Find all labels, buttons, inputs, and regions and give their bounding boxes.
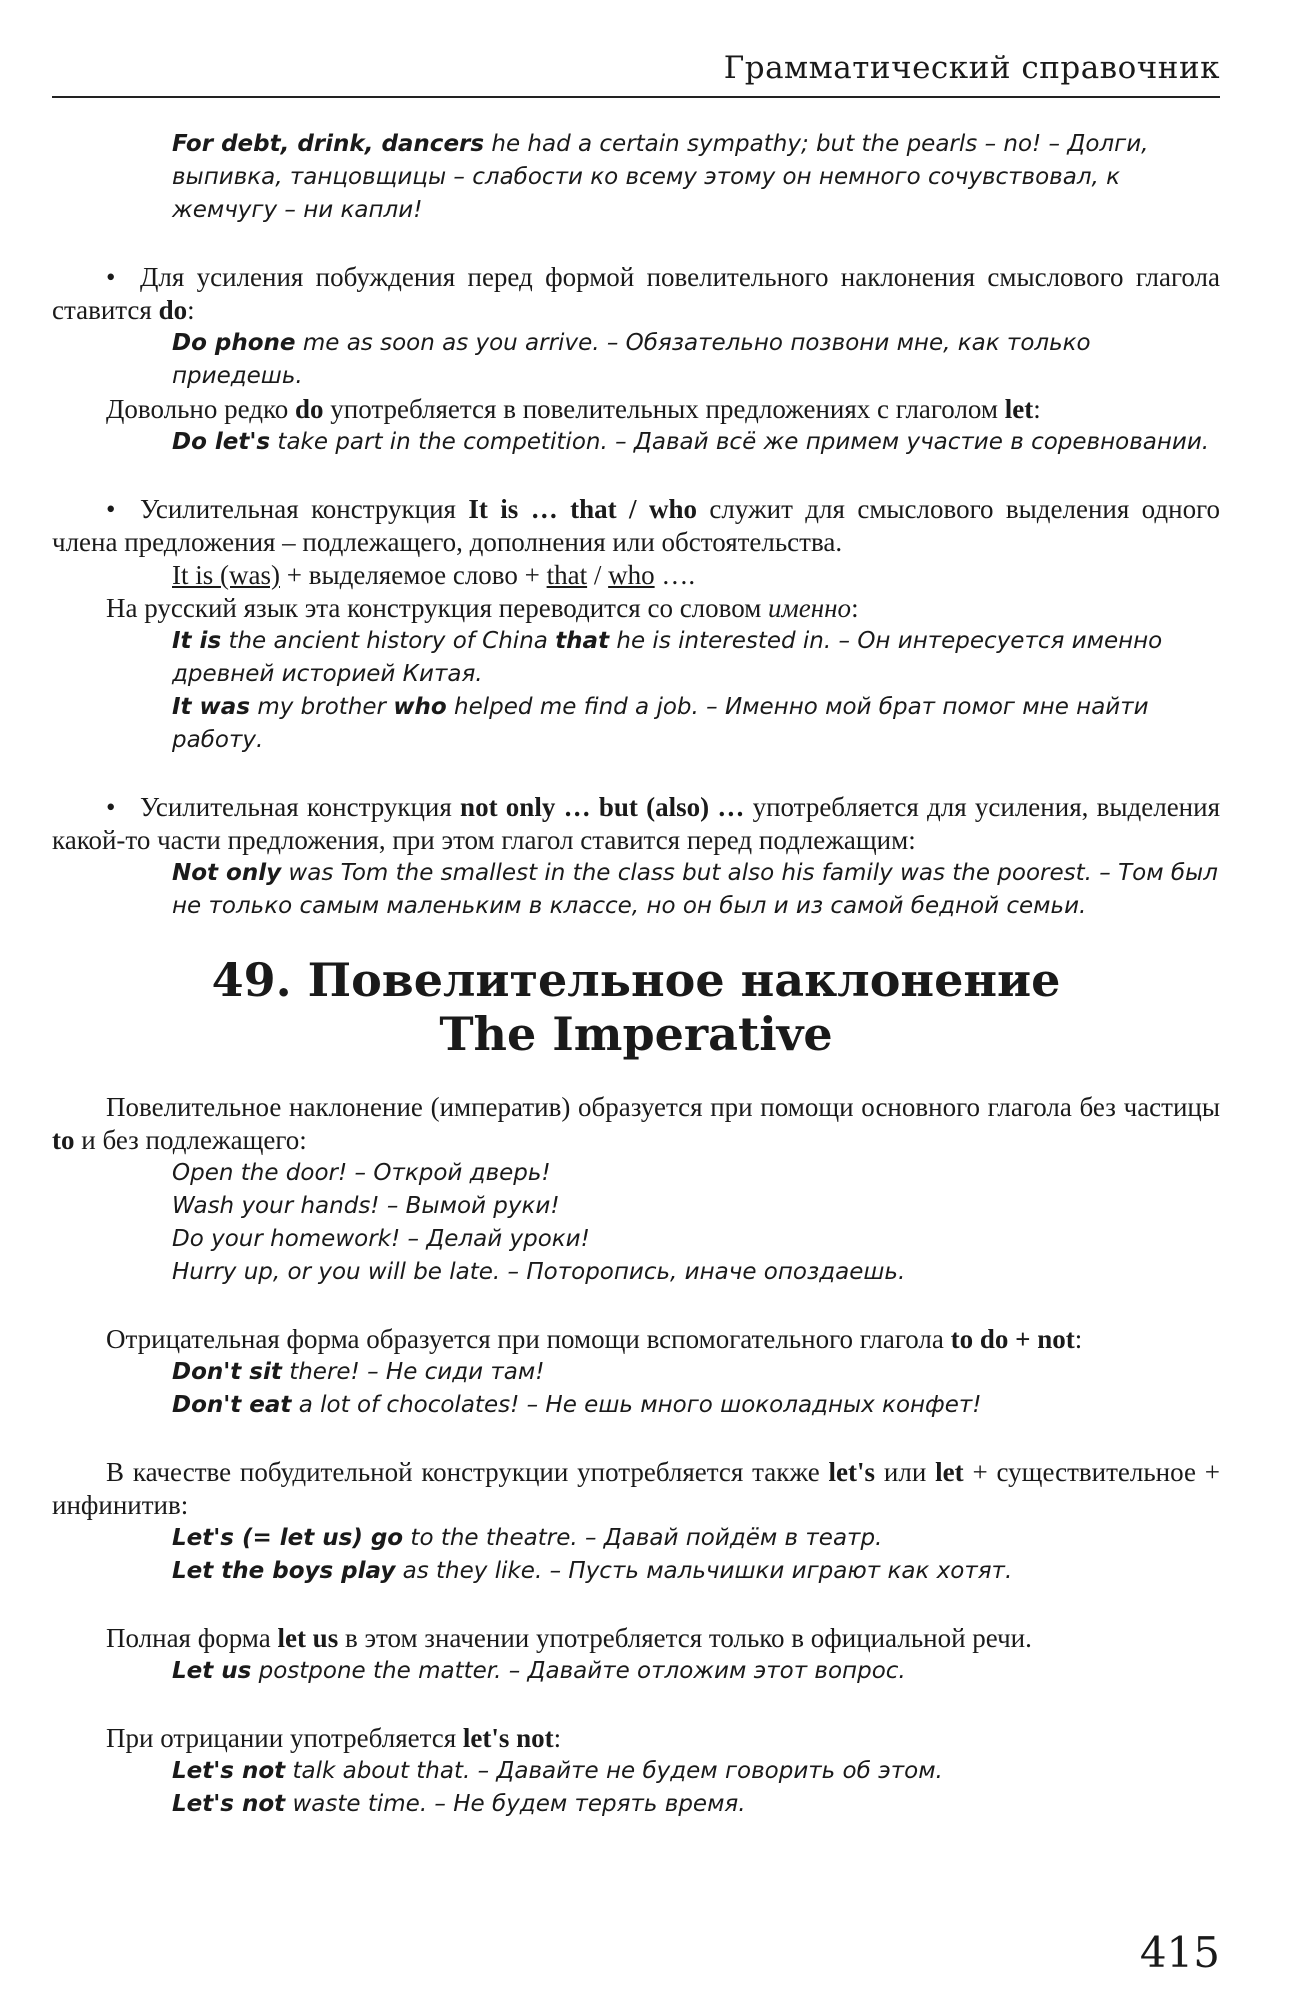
running-head (52, 50, 1220, 98)
lets-not-example-2: Let's not waste time. – Не будем терять время. (172, 1791, 746, 1817)
bullet-icon: • (106, 262, 116, 292)
negative-example-2: Don't eat a lot of chocolates! – Не ешь много шоколадных конфет! (172, 1392, 982, 1418)
running-title: Грамматический справочник (723, 50, 1220, 86)
let-us-example: Let us postpone the matter. – Давайте отложим этот вопрос. (172, 1658, 906, 1684)
do-example-1: Do phone me as soon as you arrive. – Обязательно позвони мне, как только приедешь. (172, 330, 1091, 389)
page-content (52, 128, 1220, 1821)
it-is-translation-note: На русский язык эта конструкция переводится со словом именно: (106, 593, 859, 623)
section-title: 49. Повелительное наклонение The Imperative (211, 953, 1061, 1061)
page-number: 415 (1139, 1928, 1220, 1977)
imperative-paragraph: Повелительное наклонение (императив) образуется при помощи основного глагола без частицы to и без подлежащего: (52, 1092, 1220, 1155)
negative-paragraph: Отрицательная форма образуется при помощи вспомогательного глагола to do + not: (106, 1324, 1083, 1354)
not-only-paragraph: • Усилительная конструкция not only … but (also) … употребляется для усиления, выделения какой-то части предложения, при этом глагол ставится перед подлежащим: (52, 792, 1220, 855)
negative-example-1: Don't sit there! – Не сиди там! (172, 1359, 545, 1385)
it-is-example-1: It is the ancient history of China that he is interested in. – Он интересуется именно древней историей Китая. (172, 628, 1163, 687)
book-page (52, 0, 1220, 2000)
imperative-example: Hurry up, or you will be late. – Поторопись, иначе опоздаешь. (172, 1259, 906, 1285)
bullet-icon: • (106, 792, 116, 822)
do-let-paragraph: Довольно редко do употребляется в повелительных предложениях с глаголом let: (106, 394, 1041, 424)
lets-example-1: Let's (= let us) go to the theatre. – Давай пойдём в театр. (172, 1525, 883, 1551)
imperative-example: Open the door! – Открой дверь! (172, 1160, 551, 1186)
imperative-example: Do your homework! – Делай уроки! (172, 1226, 590, 1252)
do-example-2: Do let's take part in the competition. – Давай всё же примем участие в соревновании. (172, 429, 1210, 455)
lets-paragraph: В качестве побудительной конструкции употребляется также let's или let + существительное + инфинитив: (52, 1457, 1221, 1520)
lets-not-example-1: Let's not talk about that. – Давайте не будем говорить об этом. (172, 1758, 943, 1784)
do-paragraph: • Для усиления побуждения перед формой повелительного наклонения смыслового глагола ставится do: (52, 262, 1220, 325)
it-is-example-2: It was my brother who helped me find a job. – Именно мой брат помог мне найти работу. (172, 694, 1149, 753)
it-is-formula: It is (was) + выделяемое слово + that / who …. (172, 560, 696, 590)
lets-example-2: Let the boys play as they like. – Пусть мальчишки играют как хотят. (172, 1558, 1013, 1584)
intro-example: For debt, drink, dancers he had a certain sympathy; but the pearls – no! – Долги, выпивка, танцовщицы – слабости ко всему этому он немного сочувствовал, к жемчугу – ни капли! (172, 131, 1149, 223)
bullet-icon: • (106, 494, 116, 524)
not-only-example: Not only was Tom the smallest in the class but also his family was the poorest. – Том был не только самым маленьким в классе, но он был и из самой бедной семьи. (172, 860, 1218, 919)
it-is-paragraph: • Усилительная конструкция It is … that / who служит для смыслового выделения одного члена предложения – подлежащего, дополнения или обстоятельства. (52, 494, 1220, 557)
let-us-paragraph: Полная форма let us в этом значении употребляется только в официальной речи. (106, 1623, 1032, 1653)
imperative-example: Wash your hands! – Вымой руки! (172, 1193, 560, 1219)
lets-not-paragraph: При отрицании употребляется let's not: (106, 1723, 562, 1753)
